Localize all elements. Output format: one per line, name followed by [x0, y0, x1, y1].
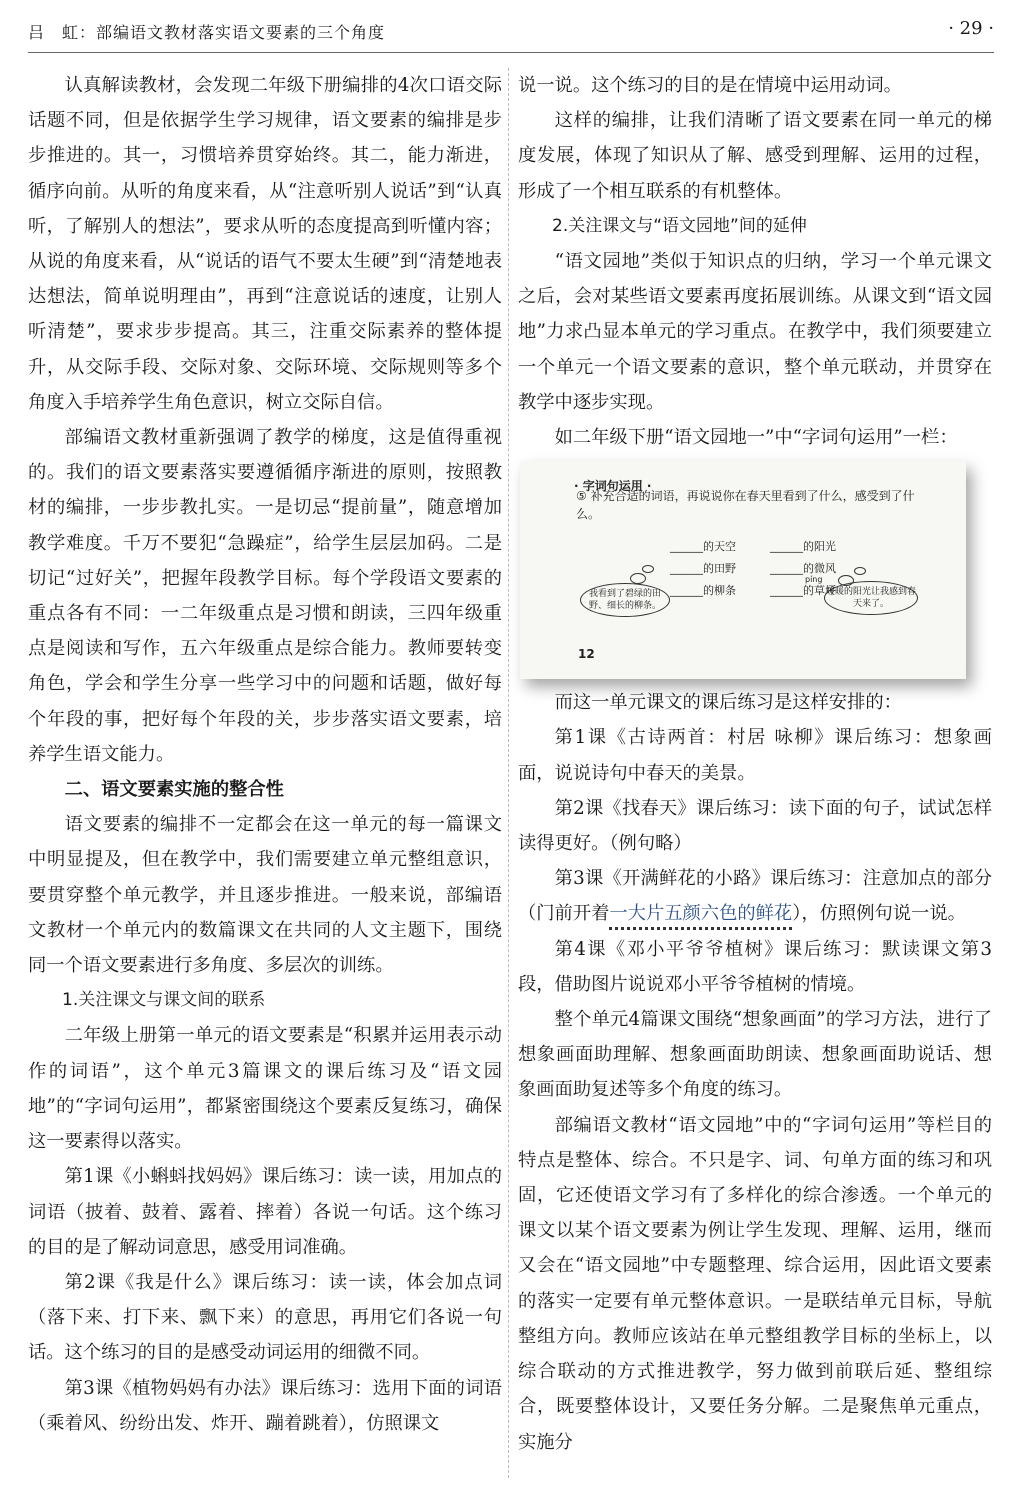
- lesson3-text: ），仿照例句说一说。: [792, 903, 966, 925]
- paragraph: 第2课《找春天》课后练习：读下面的句子，试试怎样读得更好。（例句略）: [518, 797, 992, 855]
- paragraph: “语文园地”类似于知识点的归纳，学习一个单元课文之后，会对某些语文要素再度拓展训练。从课文到“语文园地”力求凸显本单元的学习重点。在教学中，我们须要建立一个单元一个语文要素的意识，整个单元联动，并贯穿在教学中逐步实现。: [518, 251, 992, 413]
- paragraph: 如二年级下册“语文园地一”中“字词句运用”一栏：: [554, 427, 958, 449]
- subsection-heading: 2.关注课文与“语文园地”间的延伸: [552, 215, 807, 236]
- figure-item: ______的天空: [670, 540, 736, 554]
- paragraph: 第2课《我是什么》课后练习：读一读，体会加点词（落下来、打下来、飘下来）的意思，再用它们各说一句话。这个练习的目的是感受动词运用的细微不同。: [28, 1271, 502, 1364]
- paragraph: 部编语文教材重新强调了教学的梯度，这是值得重视的。我们的语文要素落实要遵循循序渐进的原则，按照教材的编排，一步步教扎实。一是切忌“提前量”，随意增加教学难度。千万不要犯“急躁症”，给学生层层加码。二是切记“过好关”，把握年段教学目标。每个学段语文要素的重点各有不同：一二年级重点是习惯和朗读，三四年级重点是阅读和写作，五六年级重点是综合能力。教师要转变角色，学会和学生分享一些学习中的问题和话题，做好每个年段的事，把好每个年段的关，步步落实语文要素，培养学生语文能力。: [28, 427, 502, 765]
- textbook-figure: [520, 461, 966, 679]
- thought-dot: [642, 565, 654, 573]
- paragraph: 语文要素的编排不一定都会在这一单元的每一篇课文中明显提及，但在教学中，我们需要建立单元整组意识，要贯穿整个单元教学，并且逐步推进。一般来说，部编语文教材一个单元内的数篇课文在共同的人文主题下，围绕同一个语文要素进行多角度、多层次的训练。: [28, 814, 502, 977]
- paragraph: 这样的编排，让我们清晰了语文要素在同一单元的梯度发展，体现了知识从了解、感受到理解、运用的过程，形成了一个相互联系的有机整体。: [518, 110, 992, 202]
- left-column: [28, 68, 502, 1441]
- paragraph: 第3课《植物妈妈有办法》课后练习：选用下面的词语（乘着风、纷纷出发、炸开、蹦着跳着），仿照课文: [28, 1377, 502, 1434]
- figure-instruction: ⑤ 补充合适的词语，再说说你在春天里看到了什么，感受到了什么。: [576, 489, 915, 522]
- paragraph: 说一说。这个练习的目的是在情境中运用动词。: [518, 75, 902, 96]
- dotted-emphasis: 一大片五颜六色的鲜花: [609, 903, 793, 925]
- page-number: · 29 ·: [948, 18, 994, 39]
- thought-dot: [854, 567, 866, 575]
- figure-item: ______的柳条: [670, 584, 736, 598]
- figure-item: ______的田野: [670, 562, 736, 576]
- paragraph: 而这一单元课文的课后练习是这样安排的：: [554, 692, 902, 714]
- paragraph: [518, 861, 992, 931]
- paragraph: 第1课《古诗两首：村居 咏柳》课后练习：想象画面，说说诗句中春天的美景。: [518, 727, 992, 784]
- paragraph: 整个单元4篇课文围绕“想象画面”的学习方法，进行了想象画面助理解、想象画面助朗读、想象画面助说话、想象画面助复述等多个角度的练习。: [518, 1009, 992, 1101]
- figure-title: · 字词句运用 ·: [574, 479, 652, 494]
- column-divider: [508, 68, 509, 1478]
- section-heading: 二、语文要素实施的整合性: [64, 779, 284, 801]
- subsection-heading: 1.关注课文与课文间的联系: [62, 990, 266, 1011]
- paragraph: 部编语文教材“语文园地”中的“字词句运用”等栏目的特点是整体、综合。不只是字、词、句单方面的练习和巩固，它还使语文学习有了多样化的综合渗透。一个单元的课文以某个语文要素为例让学生发现、理解、运用，继而又会在“语文园地”中专题整理、综合运用，因此语文要素的落实一定要有单元整体意识。一是联结单元目标，导航整组方向。教师应该站在单元整组教学目标的坐标上，以综合联动的方式推进教学，努力做到前联后延、整组综合，既要整体设计，又要任务分解。二是聚焦单元重点，实施分: [518, 1114, 992, 1453]
- paragraph: 认真解读教材，会发现二年级下册编排的4次口语交际话题不同，但是依据学生学习规律，语文要素的编排是步步推进的。其一，习惯培养贯穿始终。其二，能力渐进，循序向前。从听的角度来看，从“注意听别人说话”到“认真听，了解别人的想法”，要求从听的态度提高到听懂内容；从说的角度来看，从“说话的语气不要太生硬”到“清楚地表达想法，简单说明理由”，再到“注意说话的速度，让别人听清楚”，要求步步提高。其三，注重交际素养的整体提升，从交际手段、交际对象、交际环境、交际规则等多个角度入手培养学生角色意识，树立交际自信。: [28, 75, 502, 413]
- figure-item: ______的草坪: [770, 584, 836, 598]
- figure-page-number: 12: [578, 647, 595, 662]
- lesson3-text: 第3课《开满鲜花的小路》课后练习：注意加点的部分（门前开着: [518, 868, 992, 925]
- right-column: [518, 68, 992, 1460]
- paragraph: 二年级上册第一单元的语文要素是“积累并运用表示动作的词语”，这个单元3篇课文的课后练习及“语文园地”的“字词句运用”，都紧密围绕这个要素反复练习，确保这一要素得以落实。: [28, 1025, 502, 1153]
- figure-item: ______的微风: [770, 562, 836, 576]
- thought-bubble-left: 我看到了碧绿的田野、细长的柳条。: [580, 583, 670, 617]
- figure-pinyin: píng: [805, 575, 823, 585]
- paragraph: 第1课《小蝌蚪找妈妈》课后练习：读一读，用加点的词语（披着、鼓着、露着、摔着）各说一句话。这个练习的目的是了解动词意思，感受用词准确。: [28, 1166, 502, 1258]
- running-header: [28, 16, 994, 53]
- paragraph: 第4课《邓小平爷爷植树》课后练习：默读课文第3段，借助图片说说邓小平爷爷植树的情境。: [518, 938, 992, 995]
- header-title: 吕 虹：部编语文教材落实语文要素的三个角度: [28, 23, 386, 42]
- thought-bubble-right: 暖暖的阳光让我感到春天来了。: [824, 581, 918, 615]
- figure-item: ______的阳光: [770, 540, 836, 554]
